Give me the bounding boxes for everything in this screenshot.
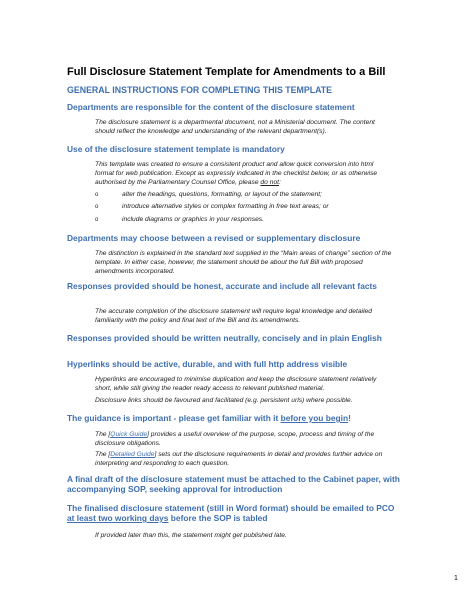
two-working-days-emphasis: at least two working days	[67, 513, 169, 523]
detailed-guide-link[interactable]: Detailed Guide	[110, 451, 155, 458]
bullet-icon: o	[95, 204, 99, 211]
detailed-guide-paragraph: The [Detailed Guide] sets out the disclosure requirements in detail and provides further advice on interpreting and responding to each question.	[95, 451, 383, 467]
section-heading-plain-english: Responses provided should be written neutrally, concisely and in plain English	[67, 333, 382, 343]
before-you-begin-link[interactable]: before you begin	[280, 413, 349, 423]
section-body-honest-accurate: The accurate completion of the disclosure statement will require legal knowledge and detailed familiarity with the policy and final text of the Bill and its amendments.	[95, 308, 372, 324]
document-title: Full Disclosure Statement Template for Amendments to a Bill	[67, 66, 386, 78]
mandatory-bullet-list	[95, 191, 395, 228]
section-heading-honest-accurate: Responses provided should be honest, accurate and include all relevant facts	[67, 281, 377, 291]
quick-guide-link[interactable]: Quick Guide	[110, 431, 148, 438]
list-item: o introduce alternative styles or complex formatting in free text areas; or	[95, 203, 329, 211]
section-heading-email-pco: The finalised disclosure statement (still in Word format) should be emailed to PCO at least two working days before the SOP is tabled	[67, 503, 395, 523]
page-number: 1	[454, 575, 458, 582]
section-heading-guidance: The guidance is important - please get familiar with it before you begin!	[67, 413, 351, 423]
section-heading-mandatory: Use of the disclosure statement template is mandatory	[67, 144, 285, 154]
section-body-mandatory: This template was created to ensure a consistent product and allow quick conversion into html format for web publication. Except as expressly indicated in the checklist below, or as otherwise authorised by the Parliamentary Counsel Office, please do not:	[95, 161, 378, 186]
section-heading-revised-supplementary: Departments may choose between a revised or supplementary disclosure	[67, 233, 361, 243]
bullet-icon: o	[95, 216, 99, 223]
general-instructions-heading: GENERAL INSTRUCTIONS FOR COMPLETING THIS TEMPLATE	[67, 85, 333, 95]
section-body-revised-supplementary: The distinction is explained in the standard text supplied in the “Main areas of change” section of the template. In either case, however, the statement should be about the full Bill with proposed amendments incorporated.	[95, 250, 392, 275]
section-body-responsibility: The disclosure statement is a departmental document, not a Ministerial document. The content should reflect the knowledge and understanding of the relevant department(s).	[95, 119, 375, 135]
section-body-hyperlinks: Hyperlinks are encouraged to minimise duplication and keep the disclosure statement relatively short, while still giving the reader ready access to relevant published material.	[95, 376, 377, 392]
section-heading-hyperlinks: Hyperlinks should be active, durable, and with full http address visible	[67, 359, 348, 369]
section-body-hyperlinks-persistent: Disclosure links should be favoured and facilitated (e.g. persistent urls) where possible.	[95, 397, 353, 404]
bullet-icon: o	[95, 192, 99, 198]
list-item: o include diagrams or graphics in your responses.	[95, 215, 264, 223]
quick-guide-paragraph: The [Quick Guide] provides a useful overview of the purpose, scope, process and timing of the disclosure obligations.	[95, 431, 375, 447]
section-heading-final-draft: A final draft of the disclosure statement must be attached to the Cabinet paper, with accompanying SOP, seeking approval for introduction	[67, 474, 400, 494]
section-heading-responsibility: Departments are responsible for the content of the disclosure statement	[67, 102, 355, 112]
section-body-email-pco: If provided later than this, the statement might get published late.	[95, 532, 287, 539]
do-not-emphasis: do not	[260, 178, 280, 186]
list-item: o alter the headings, questions, formatting, or layout of the statement;	[95, 191, 322, 198]
